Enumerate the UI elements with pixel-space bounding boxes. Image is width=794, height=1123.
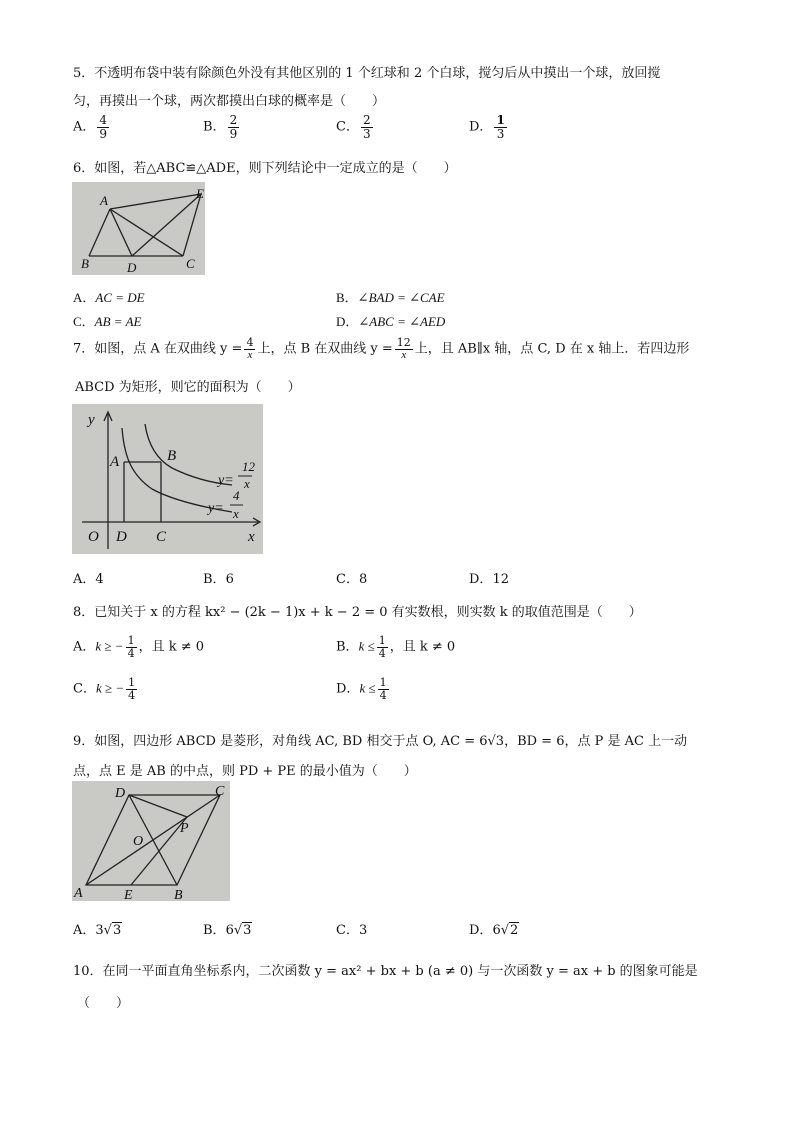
q6-label-d: D [127,260,137,275]
q6-option-d: D．∠ABC = ∠AED [336,314,446,329]
q9-stem-line1: 9．如图，四边形 ABCD 是菱形，对角线 AC, BD 相交于点 O, AC = 6√3，BD = 6，点 P 是 AC 上一动 [73,734,688,749]
q5-stem-line1: 5．不透明布袋中装有除颜色外没有其他区别的 1 个红球和 2 个白球，搅匀后从中摸出一个球，放回搅 [73,66,661,81]
q9-option-b: B．6√3 [203,923,252,938]
q7-hyperbola-figure [72,404,263,554]
q6-label-c: C [186,256,195,271]
q7-label-x-axis: x [248,529,255,545]
q8-stem: 8．已知关于 x 的方程 kx² − (2k − 1)x + k − 2 = 0 有实数根，则实数 k 的取值范围是（ ） [73,605,642,620]
q6-option-a: A．AC = DE [73,290,145,305]
q7-label-o: O [88,529,99,545]
q7-option-c: C．8 [336,572,368,587]
q9-rhombus-figure [72,781,230,901]
q6-label-b: B [81,256,89,271]
q6-stem: 6．如图，若△ABC≌△ADE，则下列结论中一定成立的是（ ） [73,161,457,176]
q7-label-curve1-y: y= [218,473,234,488]
q7-label-curve1-num: 12 [242,459,255,474]
q6-triangle-figure [72,182,205,275]
q7-stem-line1: 7．如图，点 A 在双曲线 y = $\frac{4}{x}$ 上，点 B 在双曲线 y = $\frac{12}{x}$ 上，且 AB∥x 轴，点 C, D 在 x 轴上．若四边形 [73,336,690,361]
q5-option-d: D． $\frac{1}{3}$ [469,113,505,141]
q9-option-c: C．3 [336,923,368,938]
q7-option-a: A．4 [73,572,104,587]
q9-label-d: D [115,786,126,801]
q7-label-curve1-den: x [244,476,250,491]
q10-stem-line2: （ ） [77,996,130,1011]
q7-label-b: B [167,448,177,464]
q7-label-a: A [110,454,120,470]
q8-option-b: B．k ≤ $\frac{1}{4}$ ，且 k ≠ 0 [336,634,456,660]
q5-stem-line2: 匀，再摸出一个球，两次都摸出白球的概率是（ ） [73,94,386,109]
q7-label-c: C [156,529,167,545]
q7-option-d: D．12 [469,572,509,587]
q7-label-curve2-den: x [233,506,239,521]
q6-label-e: E [196,186,204,201]
q9-label-p: P [180,821,189,836]
q8-option-a: A．k ≥ − $\frac{1}{4}$ ，且 k ≠ 0 [73,634,205,660]
q8-option-d: D．k ≤ $\frac{1}{4}$ [336,676,387,702]
q9-label-c: C [215,784,225,799]
q8-option-c: C．k ≥ − $\frac{1}{4}$ [73,676,136,702]
q7-label-y-axis: y [88,412,95,428]
q9-option-d: D．6√2 [469,923,519,938]
q5-option-b: B． $\frac{2}{9}$ [203,113,238,141]
q6-option-b: B．∠BAD = ∠CAE [336,290,445,305]
q9-label-b: B [174,888,183,901]
q7-label-curve2-y: y= [208,501,224,516]
q9-option-a: A．3√3 [73,923,122,938]
q7-option-b: B．6 [203,572,234,587]
q9-label-e: E [124,888,133,901]
q7-label-d: D [116,529,127,545]
q7-label-curve2-num: 4 [233,488,240,503]
q5-option-a: A． $\frac{4}{9}$ [73,113,108,141]
q9-label-a: A [74,886,83,901]
q5-option-c: C． $\frac{2}{3}$ [336,113,371,141]
q7-stem-line2: ABCD 为矩形，则它的面积为（ ） [75,380,301,395]
q6-label-a: A [100,193,108,208]
q6-option-c: C．AB = AE [73,314,142,329]
q9-label-o: O [133,834,144,849]
q10-stem-line1: 10．在同一平面直角坐标系内，二次函数 y = ax² + bx + b (a ≠ 0) 与一次函数 y = ax + b 的图象可能是 [73,964,698,979]
q9-stem-line2: 点，点 E 是 AB 的中点，则 PD + PE 的最小值为（ ） [73,764,417,779]
